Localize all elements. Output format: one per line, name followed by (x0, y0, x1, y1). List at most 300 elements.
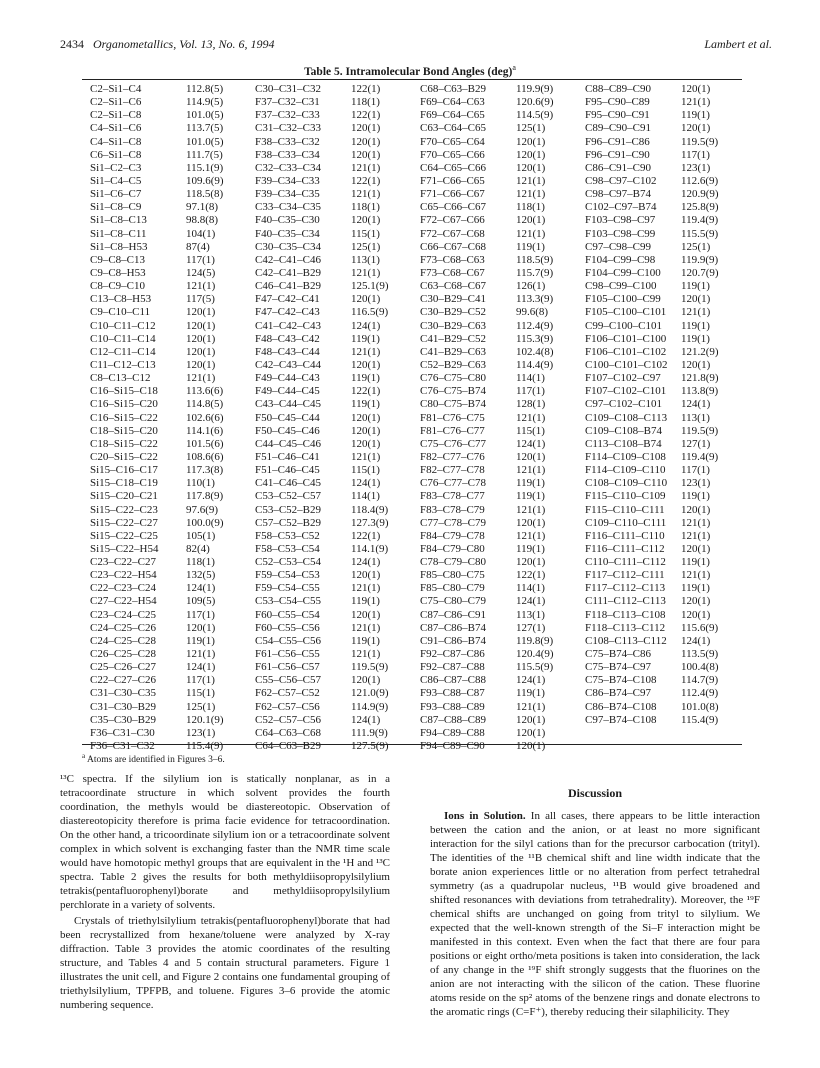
table-row (82, 727, 247, 740)
angle-value: 121(1) (681, 306, 711, 319)
table-row (82, 359, 247, 372)
angle-atoms: C54–C55–C56 (255, 634, 322, 647)
angle-atoms: C57–C52–B29 (255, 516, 322, 529)
table-row (82, 149, 247, 162)
angle-atoms: F96–C91–C90 (585, 148, 650, 161)
angle-atoms: C24–C25–C28 (90, 634, 157, 647)
angle-atoms: F36–C31–C32 (90, 740, 155, 753)
table-row (577, 569, 742, 582)
angle-value: 114.9(5) (186, 96, 224, 109)
table-row (577, 320, 742, 333)
angle-value: 121.2(9) (681, 345, 719, 358)
angle-atoms: F47–C42–C43 (255, 306, 320, 319)
angle-atoms: C16–Si15–C22 (90, 411, 158, 424)
angle-value: 123(1) (186, 726, 216, 739)
table-row (412, 122, 577, 135)
angle-value: 121(1) (681, 529, 711, 542)
angle-value: 113.5(9) (681, 648, 719, 661)
angle-atoms: C27–C22–H54 (90, 595, 157, 608)
angle-value: 109(5) (186, 595, 216, 608)
table-row (82, 175, 247, 188)
angle-value: 119.9(9) (516, 83, 554, 95)
angle-atoms: C76–C75–B74 (420, 385, 487, 398)
angle-value: 123(1) (681, 161, 711, 174)
angle-value: 128(1) (516, 398, 546, 411)
angle-value: 119(1) (516, 240, 545, 253)
angle-atoms: Si15–C16–C17 (90, 464, 158, 477)
table-row (247, 83, 412, 96)
table-row (412, 83, 577, 96)
angle-value: 121.0(9) (351, 687, 389, 700)
angle-value: 122(1) (351, 174, 381, 187)
angle-atoms: F103–C98–C97 (585, 214, 656, 227)
angle-value: 111.9(9) (351, 726, 388, 739)
angle-atoms: F73–C68–C63 (420, 253, 485, 266)
angle-value: 115.5(9) (516, 661, 554, 674)
table-row (412, 214, 577, 227)
table-row (412, 333, 577, 346)
angle-atoms: C22–C23–C24 (90, 582, 157, 595)
angle-atoms: C77–C78–C79 (420, 516, 487, 529)
angle-atoms: C108–C109–C110 (585, 477, 668, 490)
angle-atoms: F83–C78–C77 (420, 490, 485, 503)
angle-value: 118.5(8) (186, 188, 224, 201)
table-row (412, 385, 577, 398)
table-column-2 (247, 83, 412, 753)
angle-atoms: Si15–C22–C27 (90, 516, 158, 529)
angle-value: 120(1) (516, 713, 546, 726)
angle-atoms: F51–C46–C41 (255, 450, 320, 463)
angle-value: 120(1) (516, 740, 546, 753)
angle-atoms: F39–C34–C33 (255, 174, 320, 187)
angle-value: 119(1) (351, 398, 380, 411)
table-row (577, 701, 742, 714)
table-row (577, 214, 742, 227)
table-row (412, 490, 577, 503)
angle-value: 122(1) (516, 569, 546, 582)
angle-atoms: C2–Si1–C8 (90, 109, 142, 122)
angle-value: 119(1) (351, 332, 380, 345)
angle-value: 112.4(9) (516, 319, 554, 332)
angle-atoms: C4–Si1–C8 (90, 135, 142, 148)
angle-atoms: F37–C32–C31 (255, 96, 320, 109)
angle-value: 113(1) (681, 411, 710, 424)
angle-atoms: F69–C64–C63 (420, 96, 485, 109)
angle-atoms: F36–C31–C30 (90, 726, 155, 739)
angle-value: 121(1) (186, 280, 216, 293)
angle-value: 114.1(6) (186, 424, 224, 437)
table-row (412, 661, 577, 674)
table-row (577, 438, 742, 451)
angle-value: 108.6(6) (186, 450, 224, 463)
angle-atoms: F71–C66–C65 (420, 174, 485, 187)
table-row (82, 188, 247, 201)
angle-value: 115.4(9) (186, 740, 224, 753)
angle-atoms: C30–B29–C41 (420, 293, 487, 306)
angle-atoms: C53–C54–C55 (255, 595, 322, 608)
table-row (577, 346, 742, 359)
angle-value: 120(1) (186, 332, 216, 345)
angle-value: 120(1) (351, 293, 381, 306)
table-row (577, 504, 742, 517)
angle-value: 117(1) (186, 674, 215, 687)
angle-value: 101.0(5) (186, 135, 224, 148)
table-row (82, 280, 247, 293)
angle-atoms: C75–B74–C97 (585, 661, 652, 674)
angle-atoms: C18–Si15–C22 (90, 437, 158, 450)
angle-atoms: F49–C44–C45 (255, 385, 320, 398)
angle-value: 114.8(5) (186, 398, 224, 411)
table-row (247, 162, 412, 175)
angle-value: 121(1) (351, 450, 381, 463)
table-row (412, 517, 577, 530)
table-row (82, 385, 247, 398)
angle-value: 122(1) (351, 83, 381, 95)
table-row (247, 175, 412, 188)
angle-atoms: C53–C52–C57 (255, 490, 322, 503)
table-title-footnote-mark: a (512, 63, 516, 72)
angle-atoms: C2–Si1–C4 (90, 83, 142, 95)
angle-atoms: F94–C89–C88 (420, 726, 485, 739)
table-row (577, 543, 742, 556)
header-left (60, 36, 275, 52)
angle-atoms: C10–C11–C12 (90, 319, 156, 332)
table-row (247, 398, 412, 411)
angle-value: 120(1) (186, 345, 216, 358)
table-row (577, 175, 742, 188)
angle-value: 126(1) (516, 280, 546, 293)
angle-atoms: C75–C76–C77 (420, 437, 487, 450)
table-row (412, 740, 577, 753)
table-row (82, 228, 247, 241)
angle-atoms: C108–C113–C112 (585, 634, 667, 647)
angle-atoms: C9–C8–C13 (90, 253, 146, 266)
angle-atoms: C2–Si1–C6 (90, 96, 142, 109)
table-row (412, 622, 577, 635)
angle-atoms: C6–Si1–C8 (90, 148, 142, 161)
angle-value: 120(1) (186, 319, 216, 332)
angle-atoms: F106–C101–C102 (585, 345, 667, 358)
table-row (577, 648, 742, 661)
angle-atoms: C87–C88–C89 (420, 713, 487, 726)
angle-value: 119(1) (681, 319, 710, 332)
angle-value: 121(1) (186, 648, 216, 661)
angle-atoms: F71–C66–C67 (420, 188, 485, 201)
table-row (577, 595, 742, 608)
angle-value: 117(1) (681, 464, 710, 477)
table-row (577, 714, 742, 727)
table-row (577, 385, 742, 398)
table-row (412, 556, 577, 569)
angle-value: 114.7(9) (681, 674, 719, 687)
angle-atoms: F107–C102–C101 (585, 385, 667, 398)
angle-atoms: C68–C63–B29 (420, 83, 487, 95)
angle-atoms: Si1–C8–C13 (90, 214, 147, 227)
table-row (412, 175, 577, 188)
table-row (82, 267, 247, 280)
angle-atoms: F115–C110–C109 (585, 490, 666, 503)
table-row (82, 293, 247, 306)
angle-value: 124(1) (351, 319, 381, 332)
angle-value: 97.1(8) (186, 201, 219, 214)
journal-citation: Organometallics, Vol. 13, No. 6, 1994 (93, 37, 275, 51)
table-row (412, 162, 577, 175)
angle-value: 120(1) (516, 148, 546, 161)
angle-value: 124(1) (516, 437, 546, 450)
angle-value: 120.1(9) (186, 713, 224, 726)
angle-value: 111.7(5) (186, 148, 223, 161)
angle-atoms: C18–Si15–C20 (90, 424, 158, 437)
table-row (247, 740, 412, 753)
angle-value: 120(1) (351, 569, 381, 582)
table-row (82, 569, 247, 582)
angle-atoms: F116–C111–C112 (585, 542, 665, 555)
angle-atoms: C91–C86–B74 (420, 634, 487, 647)
table-row (247, 569, 412, 582)
table-row (247, 214, 412, 227)
angle-value: 125.1(9) (351, 280, 389, 293)
angle-atoms: Si1–C8–H53 (90, 240, 148, 253)
angle-value: 121(1) (516, 700, 546, 713)
angle-atoms: F92–C87–C86 (420, 648, 485, 661)
angle-atoms: C30–B29–C52 (420, 306, 487, 319)
angle-atoms: C41–B29–C52 (420, 332, 487, 345)
table-row (247, 280, 412, 293)
angle-value: 121(1) (516, 227, 546, 240)
table-row (247, 333, 412, 346)
table-row (247, 556, 412, 569)
angle-atoms: C31–C30–C35 (90, 687, 157, 700)
angle-value: 121(1) (516, 188, 546, 201)
table-row (412, 280, 577, 293)
table-row (247, 622, 412, 635)
angle-value: 119(1) (516, 542, 545, 555)
angle-value: 98.8(8) (186, 214, 219, 227)
table-row (577, 188, 742, 201)
angle-value: 120(1) (681, 122, 711, 135)
angle-atoms: F60–C55–C56 (255, 621, 320, 634)
angle-value: 120(1) (351, 148, 381, 161)
angle-value: 99.6(8) (516, 306, 549, 319)
table-row (82, 609, 247, 622)
table-row (247, 674, 412, 687)
table-row (412, 701, 577, 714)
angle-atoms: Si1–C4–C5 (90, 174, 142, 187)
angle-atoms: F50–C45–C46 (255, 424, 320, 437)
discussion-paragraph (430, 809, 760, 1019)
angle-atoms: F84–C79–C80 (420, 542, 485, 555)
table-row (412, 293, 577, 306)
angle-atoms: F60–C55–C54 (255, 608, 320, 621)
angle-value: 115.5(9) (681, 227, 719, 240)
angle-atoms: F39–C34–C35 (255, 188, 320, 201)
table-row (412, 530, 577, 543)
table-row (412, 372, 577, 385)
angle-value: 117(1) (186, 608, 215, 621)
table-row (412, 228, 577, 241)
angle-value: 117(5) (186, 293, 215, 306)
table-row (82, 490, 247, 503)
angle-atoms: F93–C88–C87 (420, 687, 485, 700)
table-row (247, 359, 412, 372)
angle-atoms: C23–C24–C25 (90, 608, 157, 621)
angle-value: 115.4(9) (681, 713, 719, 726)
table-row (82, 504, 247, 517)
angle-value: 87(4) (186, 240, 210, 253)
angle-value: 115.3(9) (516, 332, 554, 345)
angle-value: 120(1) (351, 674, 381, 687)
angle-value: 120(1) (516, 556, 546, 569)
table-row (412, 727, 577, 740)
table-bottom-rule (82, 744, 742, 745)
table-row (247, 306, 412, 319)
angle-value: 120(1) (681, 542, 711, 555)
table-row (412, 359, 577, 372)
table-row (82, 543, 247, 556)
angle-value: 119.4(9) (681, 450, 719, 463)
table-row (577, 412, 742, 425)
body-paragraph-1: ¹³C spectra. If the silylium ion is statically nonplanar, as in a tetracoordinate structure in which solvent provides the fourth coordination, the methyls would be diastereotopic. Observation of diastereotopicity therefore is prima facie evidence for tetracoordination. On the other hand, a tricoordinate silylium ion or a tetracoordinate solvent complex in which solvent is exchanging faster than the NMR time scale would have homotopic methyl groups that are equivalent in the ¹H and ¹³C spectra. Table 2 gives the results for both methyldiisopropylsilylium tetrakis(pentafluorophenyl)borate and methyldiisopropylsilylium perchlorate in a variety of solvents. (60, 773, 390, 911)
table-title (0, 61, 820, 79)
angle-value: 112.8(5) (186, 83, 224, 95)
angle-atoms: C109–C108–B74 (585, 424, 663, 437)
angle-value: 121(1) (351, 345, 381, 358)
angle-value: 121(1) (681, 516, 711, 529)
angle-value: 125(1) (351, 240, 381, 253)
table-row (82, 412, 247, 425)
angle-value: 118(1) (351, 201, 380, 214)
angle-atoms: C53–C52–B29 (255, 503, 322, 516)
angle-atoms: F62–C57–C56 (255, 700, 320, 713)
angle-atoms: F59–C54–C55 (255, 582, 320, 595)
angle-atoms: F62–C57–C52 (255, 687, 320, 700)
angle-atoms: C97–B74–C108 (585, 713, 657, 726)
angle-atoms: F81–C76–C75 (420, 411, 485, 424)
angle-atoms: F95–C90–C91 (585, 109, 650, 122)
angle-atoms: F118–C113–C108 (585, 608, 666, 621)
angle-value: 115(1) (351, 227, 380, 240)
angle-value: 120(1) (186, 358, 216, 371)
angle-atoms: F106–C101–C100 (585, 332, 667, 345)
table-row (247, 714, 412, 727)
angle-atoms: F38–C33–C34 (255, 148, 320, 161)
table-title-text: Table 5. Intramolecular Bond Angles (deg) (304, 65, 513, 78)
angle-value: 123(1) (681, 477, 711, 490)
angle-value: 120(1) (351, 122, 381, 135)
table-row (82, 122, 247, 135)
angle-value: 120(1) (186, 306, 216, 319)
angle-atoms: C10–C11–C14 (90, 332, 156, 345)
table-footnote (82, 750, 225, 766)
angle-atoms: C66–C67–C68 (420, 240, 487, 253)
angle-value: 120.9(9) (681, 188, 719, 201)
angle-value: 121.8(9) (681, 372, 719, 385)
angle-atoms: Si15–C22–C23 (90, 503, 158, 516)
table-row (82, 214, 247, 227)
table-row (82, 306, 247, 319)
angle-value: 124(1) (351, 713, 381, 726)
angle-value: 101.5(6) (186, 437, 224, 450)
angle-value: 109.6(9) (186, 174, 224, 187)
angle-value: 119(1) (516, 477, 545, 490)
table-row (412, 714, 577, 727)
angle-value: 113.8(9) (681, 385, 719, 398)
angle-value: 118(1) (351, 96, 380, 109)
angle-atoms: C63–C64–C65 (420, 122, 487, 135)
angle-value: 97.6(9) (186, 503, 219, 516)
angle-value: 100.0(9) (186, 516, 224, 529)
angle-value: 113(1) (351, 253, 380, 266)
angle-atoms: C86–C91–C90 (585, 161, 652, 174)
table-row (577, 280, 742, 293)
angle-atoms: C44–C45–C46 (255, 437, 322, 450)
angle-value: 120(1) (351, 608, 381, 621)
angle-atoms: C22–C27–C26 (90, 674, 157, 687)
table-row (577, 228, 742, 241)
angle-atoms: F117–C112–C111 (585, 569, 665, 582)
angle-value: 119(1) (681, 582, 710, 595)
angle-value: 117(1) (516, 385, 545, 398)
angle-atoms: Si15–C22–C25 (90, 529, 158, 542)
angle-atoms: C4–Si1–C6 (90, 122, 142, 135)
table-row (82, 162, 247, 175)
angle-atoms: F82–C77–C76 (420, 450, 485, 463)
table-row (412, 188, 577, 201)
table-row (82, 109, 247, 122)
angle-value: 120(1) (681, 83, 711, 95)
angle-value: 113.6(6) (186, 385, 224, 398)
angle-atoms: C30–C35–C34 (255, 240, 322, 253)
angle-atoms: F114–C109–C110 (585, 464, 666, 477)
table-column-3 (412, 83, 577, 753)
angle-value: 120(1) (516, 135, 546, 148)
table-row (412, 504, 577, 517)
angle-value: 127(1) (516, 621, 546, 634)
table-row (247, 701, 412, 714)
table-row (577, 162, 742, 175)
angle-value: 104(1) (186, 227, 216, 240)
angle-value: 114.9(9) (351, 700, 389, 713)
angle-atoms: C63–C68–C67 (420, 280, 487, 293)
table-row (247, 609, 412, 622)
table-row (577, 687, 742, 700)
table-row (577, 451, 742, 464)
angle-atoms: C75–B74–C86 (585, 648, 652, 661)
angle-value: 124(1) (516, 595, 546, 608)
angle-value: 119(1) (516, 687, 545, 700)
body-column-right (430, 772, 760, 1019)
angle-value: 118.4(9) (351, 503, 389, 516)
angle-value: 120(1) (351, 411, 381, 424)
angle-value: 115(1) (516, 424, 545, 437)
table-row (247, 109, 412, 122)
angle-atoms: C16–Si15–C18 (90, 385, 158, 398)
angle-atoms: C88–C89–C90 (585, 83, 652, 95)
angle-value: 121(1) (351, 621, 381, 634)
table-row (82, 241, 247, 254)
angle-value: 119.9(9) (681, 253, 719, 266)
angle-value: 121(1) (351, 266, 381, 279)
angle-atoms: Si1–C2–C3 (90, 161, 142, 174)
table-row (247, 201, 412, 214)
angle-atoms: C11–C12–C13 (90, 358, 156, 371)
angle-atoms: C25–C26–C27 (90, 661, 157, 674)
angle-atoms: C98–C97–C102 (585, 174, 657, 187)
angle-atoms: F93–C88–C89 (420, 700, 485, 713)
angle-atoms: Si1–C6–C7 (90, 188, 142, 201)
angle-atoms: F103–C98–C99 (585, 227, 656, 240)
angle-atoms: Si15–C20–C21 (90, 490, 158, 503)
